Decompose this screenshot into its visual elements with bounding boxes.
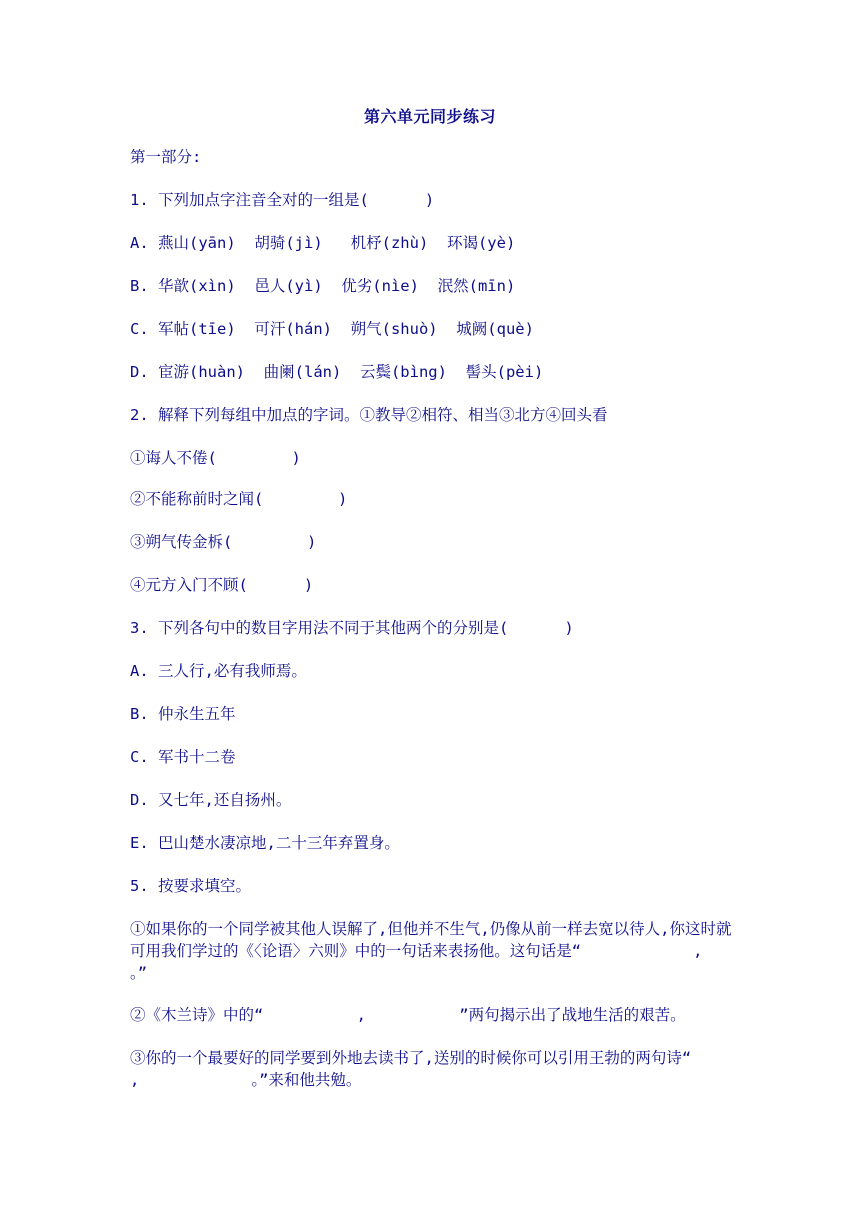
question-1-option-d: D. 宦游(huàn) 曲阑(lán) 云鬓(bìng) 髻头(pèi) [130, 363, 544, 381]
question-5-item-2: ②《木兰诗》中的“ , ”两句揭示出了战地生活的艰苦。 [130, 1006, 686, 1024]
question-1-option-a: A. 燕山(yān) 胡骑(jì) 机杼(zhù) 环谒(yè) [130, 234, 516, 252]
question-3-option-a: A. 三人行,必有我师焉。 [130, 662, 307, 680]
question-2-item-1: ①诲人不倦( ) [130, 449, 301, 467]
question-3-option-b: B. 仲永生五年 [130, 705, 236, 723]
question-3-option-e: E. 巴山楚水凄凉地,二十三年弃置身。 [130, 834, 400, 852]
question-2-item-4: ④元方入门不顾( ) [130, 576, 314, 594]
page-title: 第六单元同步练习 [363, 107, 496, 126]
question-5-stem: 5. 按要求填空。 [130, 877, 251, 895]
section-heading: 第一部分: [130, 148, 202, 166]
question-2-item-2: ②不能称前时之闻( ) [130, 490, 348, 508]
question-1-option-b: B. 华歆(xìn) 邑人(yì) 优劣(nìe) 泯然(mīn) [130, 277, 516, 295]
question-2-item-3: ③朔气传金柝( ) [130, 533, 317, 551]
question-1-option-c: C. 军帖(tīe) 可汗(hán) 朔气(shuò) 城阙(què) [130, 320, 534, 338]
question-2-stem: 2. 解释下列每组中加点的字词。①教导②相符、相当③北方④回头看 [130, 406, 608, 424]
question-3-option-c: C. 军书十二卷 [130, 748, 236, 766]
question-5-item-3: ③你的一个最要好的同学要到外地去读书了,送别的时候你可以引用王勃的两句诗“ , 。”来和他共勉。 [130, 1049, 804, 1089]
question-1-stem: 1. 下列加点字注音全对的一组是( ) [130, 191, 435, 209]
question-3-option-d: D. 又七年,还自扬州。 [130, 791, 292, 809]
question-5-item-1: ①如果你的一个同学被其他人误解了,但他并不生气,仍像从前一样去宽以待人,你这时就可用我们学过的《〈论语〉六则》中的一句话来表扬他。这句话是“ , 。” [130, 920, 815, 982]
question-3-stem: 3. 下列各句中的数目字用法不同于其他两个的分别是( ) [130, 619, 574, 637]
